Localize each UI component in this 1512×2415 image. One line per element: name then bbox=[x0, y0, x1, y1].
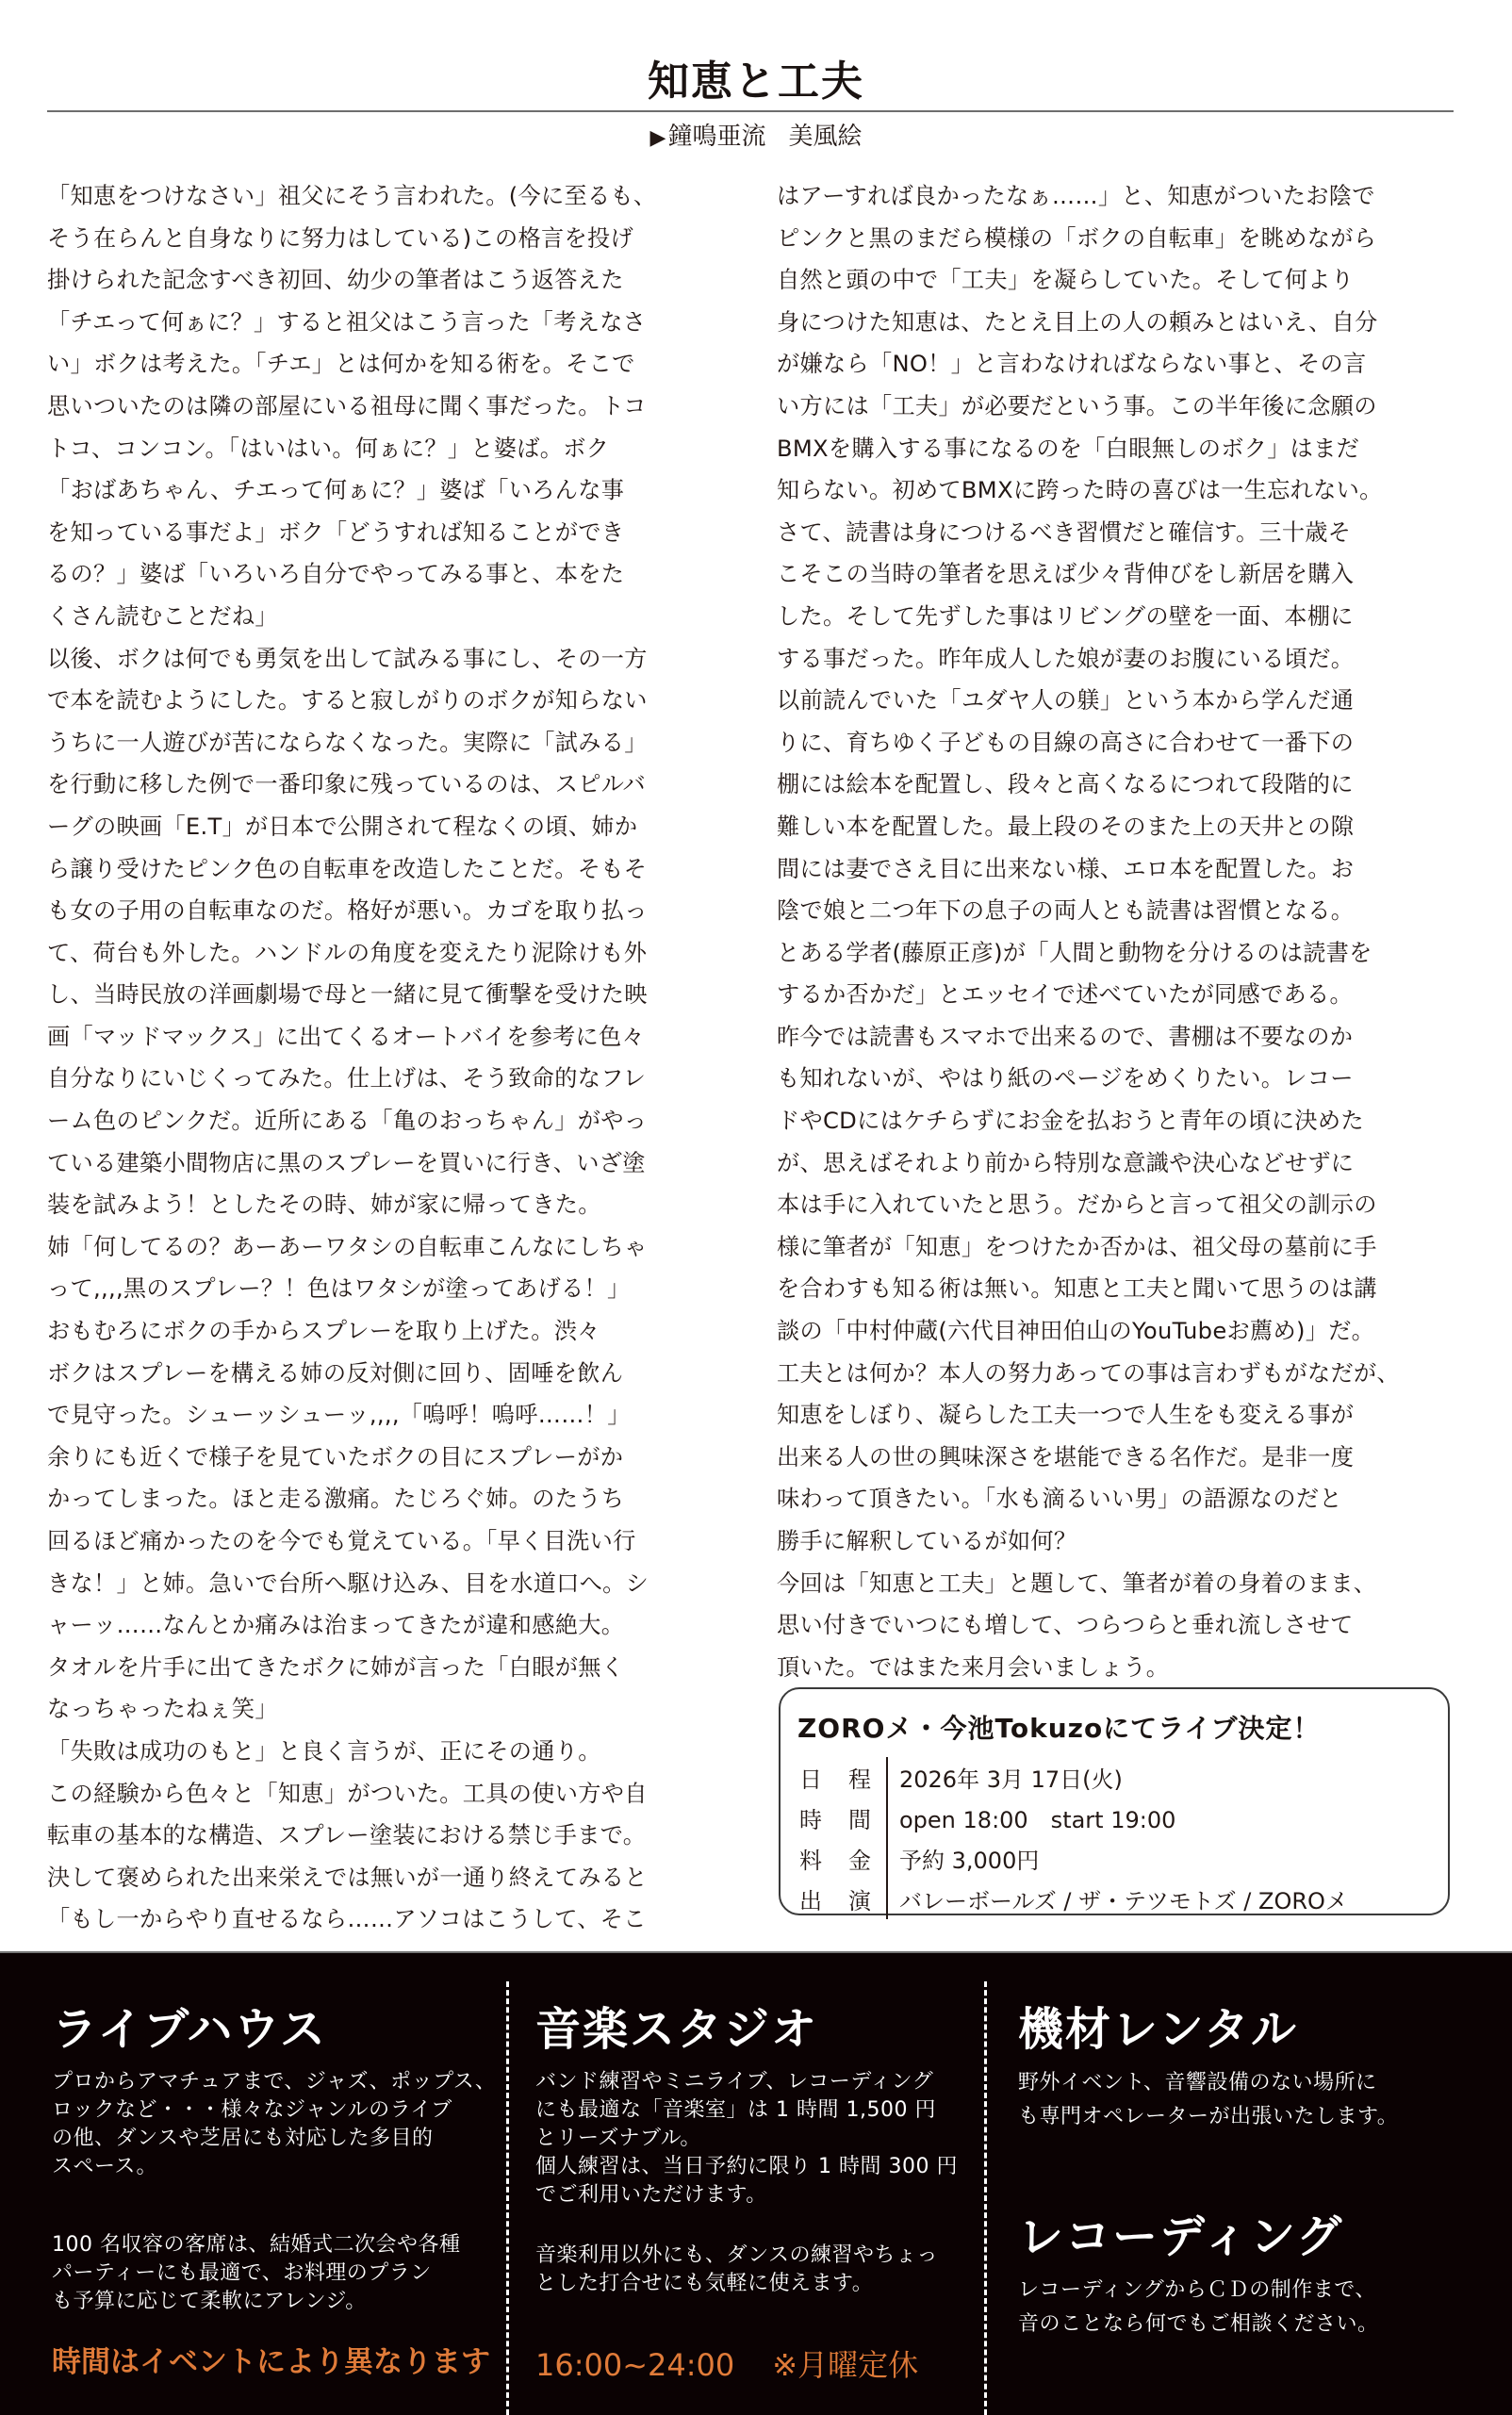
live-separator bbox=[886, 1879, 888, 1919]
article-text-line: し、当時民放の洋画劇場で母と一緒に見て衝撃を受けた映 bbox=[47, 981, 648, 1009]
article-text-line: 決して褒められた出来栄えでは無いが一通り終えてみると bbox=[47, 1864, 648, 1891]
live-house-section bbox=[52, 1953, 495, 2415]
article-text-line: 以後、ボクは何でも勇気を出して試みる事にし、その一方 bbox=[47, 645, 648, 672]
live-announcement-title: ZOROメ・今池Tokuzoにてライブ決定！ bbox=[797, 1713, 1321, 1744]
article-text-line: はアーすれば良かったなぁ……」と、知恵がついたお陰で bbox=[777, 183, 1375, 209]
article-text-line: 出来る人の世の興味深さを堪能できる名作だ。是非一度 bbox=[777, 1443, 1355, 1470]
article-text-line: を知っている事だよ」ボク「どうすれば知ることができ bbox=[47, 518, 625, 546]
article-text-line: 談の「中村仲蔵(六代目神田伯山のYouTubeお薦め)」だ。 bbox=[777, 1318, 1375, 1345]
title-divider bbox=[47, 110, 1454, 112]
live-label: 時 間 bbox=[799, 1807, 871, 1833]
article-text-line: とある学者(藤原正彦)が「人間と動物を分けるのは読書を bbox=[777, 939, 1372, 966]
article-text-line: うちに一人遊びが苦にならなくなった。実際に「試みる」 bbox=[47, 729, 648, 756]
article-text-line: 姉「何してるの？あーあーワタシの自転車こんなにしちゃ bbox=[47, 1233, 648, 1260]
article-text-line: が嫌なら「NO！」と言わなければならない事と、その言 bbox=[777, 351, 1367, 378]
article-text-line: 陰で娘と二つ年下の息子の両人とも読書は習慣となる。 bbox=[777, 897, 1355, 925]
rental-heading: 機材レンタル bbox=[1018, 2003, 1298, 2056]
live-house-heading: ライブハウス bbox=[52, 2003, 327, 2056]
article-text-line: を行動に移した例で一番印象に残っているのは、スピルバ bbox=[47, 771, 646, 798]
article-text-line: 以前読んでいた「ユダヤ人の躾」という本から学んだ通 bbox=[777, 687, 1355, 715]
live-announcement-box bbox=[779, 1687, 1450, 1915]
live-details bbox=[799, 1757, 1348, 1919]
live-label: 出 演 bbox=[799, 1888, 871, 1914]
article-text-line: て、荷台も外した。ハンドルの角度を変えたり泥除けも外 bbox=[47, 939, 648, 966]
article-text-line: おもむろにボクの手からスプレーを取り上げた。渋々 bbox=[47, 1318, 600, 1345]
article-text-line: 身につけた知恵は、たとえ目上の人の頼みとはいえ、自分 bbox=[777, 308, 1378, 336]
live-separator bbox=[886, 1757, 888, 1798]
rental-description: 野外イベント、音響設備のない場所に も専門オペレーターが出張いたします。 bbox=[1018, 2071, 1399, 2128]
article-text-line: るの？」婆ば「いろいろ自分でやってみる事と、本をた bbox=[47, 561, 625, 588]
article-text-line: BMXを購入する事になるのを「白眼無しのボク」はまだ bbox=[777, 435, 1360, 462]
article-text-line: ピンクと黒のまだら模様の「ボクの自転車」を眺めながら bbox=[777, 224, 1377, 252]
article-text-line: 頂いた。ではまた来月会いましょう。 bbox=[777, 1653, 1170, 1681]
article-text-line: した。そして先ずした事はリビングの壁を一面、本棚に bbox=[777, 602, 1354, 630]
live-house-capacity: 100 名収容の客席は、結婚式二次会や各種 パーティーにも最適で、お料理のプラン も予算に応じて柔軟にアレンジ。 bbox=[52, 2233, 461, 2313]
article-text-line: 昨今では読書もスマホで出来るので、書棚は不要なのか bbox=[777, 1023, 1354, 1050]
article-title: 知恵と工夫 bbox=[648, 58, 864, 106]
live-separator bbox=[886, 1838, 888, 1879]
dashed-divider bbox=[506, 1981, 509, 2415]
studio-other-use: 音楽利用以外にも、ダンスの練習やちょっ とした打合せにも気軽に使えます。 bbox=[535, 2243, 939, 2295]
article-text-line: 「失敗は成功のもと」と良く言うが、正にその通り。 bbox=[47, 1737, 601, 1765]
article-text-line: 知恵をしぼり、凝らした工夫一つで人生をも変える事が bbox=[777, 1402, 1355, 1429]
article-text-line: って,,,,黒のスプレー？！色はワタシが塗ってあげる！」 bbox=[47, 1275, 631, 1303]
article-text-line: 装を試みよう！としたその時、姉が家に帰ってきた。 bbox=[47, 1191, 601, 1219]
studio-description: バンド練習やミニライブ、レコーディング にも最適な「音楽室」は 1 時間 1,500 円 とリーズナブル。 個人練習は、当日予約に限り 1 時間 300 円 でご利用いただけます。 bbox=[535, 2070, 958, 2207]
article-text-line: するか否かだ」とエッセイで述べていたが同感である。 bbox=[777, 981, 1353, 1009]
article-text-line: ら譲り受けたピンク色の自転車を改造したことだ。そもそ bbox=[47, 855, 648, 882]
live-value: 予約 3,000円 bbox=[899, 1848, 1040, 1874]
live-value: バレーボールズ / ザ・テツモトズ / ZOROメ bbox=[899, 1888, 1348, 1914]
article-text-line: 余りにも近くで様子を見ていたボクの目にスプレーがか bbox=[47, 1443, 624, 1470]
venue-footer bbox=[0, 1951, 1512, 2415]
article-text-line: 思いついたのは隣の部屋にいる祖母に聞く事だった。トコ bbox=[47, 392, 647, 419]
article-text-line: タオルを片手に出てきたボクに姉が言った「白眼が無く bbox=[47, 1653, 625, 1681]
studio-hours: 16:00~24:00 ※月曜定休 bbox=[535, 2347, 919, 2383]
article-text-line: 知らない。初めてBMXに跨った時の喜びは一生忘れない。 bbox=[777, 477, 1383, 504]
article-text-line: も女の子用の自転車なのだ。格好が悪い。カゴを取り払っ bbox=[47, 897, 648, 925]
article-text-line: 間には妻でさえ目に出来ない様、エロ本を配置した。お bbox=[777, 855, 1355, 882]
article-text-line: なっちゃったねぇ笑」 bbox=[47, 1696, 278, 1723]
live-value: 2026年 3月 17日(火) bbox=[899, 1766, 1123, 1793]
article-text-line: さて、読書は身につけるべき習慣だと確信す。三十歳そ bbox=[777, 518, 1352, 546]
article-text-line: 「チエって何ぁに？」すると祖父はこう言った「考えなさ bbox=[47, 308, 647, 336]
live-house-description: プロからアマチュアまで、ジャズ、ポップス、 ロックなど・・・様々なジャンルのライブ の他、ダンスや芝居にも対応した多目的 スペース。 bbox=[52, 2070, 497, 2178]
recording-description: レコーディングからＣＤの制作まで、 音のことなら何でもご相談ください。 bbox=[1018, 2278, 1379, 2336]
article-text-line: ャーッ……なんとか痛みは治まってきたが違和感絶大。 bbox=[47, 1612, 625, 1639]
article-text-line: トコ、コンコン。「はいはい。何ぁに？」と婆ば。ボク bbox=[47, 435, 610, 462]
article-text-line: 自分なりにいじくってみた。仕上げは、そう致命的なフレ bbox=[47, 1065, 647, 1092]
article-text-line: 棚には絵本を配置し、段々と高くなるにつれて段階的に bbox=[777, 771, 1354, 798]
article-text-line: を合わすも知る術は無い。知恵と工夫と聞いて思うのは講 bbox=[777, 1275, 1377, 1303]
article-text-line: 回るほど痛かったのを今でも覚えている。「早く目洗い行 bbox=[47, 1528, 636, 1554]
recording-heading: レコーディング bbox=[1018, 2210, 1344, 2263]
live-house-hours-note: 時間はイベントにより異なります bbox=[52, 2345, 490, 2379]
live-label: 日 程 bbox=[799, 1766, 871, 1793]
article-text-line: くさん読むことだね」 bbox=[47, 602, 278, 630]
article-text-line: りに、育ちゆく子どもの目線の高さに合わせて一番下の bbox=[777, 729, 1355, 756]
article-text-line: い方には「工夫」が必要だという事。この半年後に念願の bbox=[777, 392, 1377, 419]
article-text-line: が、思えばそれより前から特別な意識や決心などせずに bbox=[777, 1149, 1355, 1176]
article-text-line: そう在らんと自身なりに努力はしている)この格言を投げ bbox=[47, 224, 633, 252]
article-text-line: も知れないが、やはり紙のページをめくりたい。レコー bbox=[777, 1065, 1354, 1092]
article-text-line: ている建築小間物店に黒のスプレーを買いに行き、いざ塗 bbox=[47, 1149, 646, 1176]
article-text-line: 今回は「知恵と工夫」と題して、筆者が着の身着のまま、 bbox=[777, 1569, 1377, 1597]
article-text-line: 「知恵をつけなさい」祖父にそう言われた。(今に至るも、 bbox=[47, 183, 657, 209]
article-text-line: 様に筆者が「知恵」をつけたか否かは、祖父母の墓前に手 bbox=[777, 1233, 1377, 1260]
live-row-time bbox=[799, 1798, 1348, 1838]
article-text-line: い」ボクは考えた。「チエ」とは何かを知る術を。そこで bbox=[47, 351, 635, 378]
studio-section bbox=[535, 1953, 978, 2415]
article-text-line: ーム色のピンクだ。近所にある「亀のおっちゃん」がやっ bbox=[47, 1108, 648, 1135]
byline bbox=[0, 117, 1512, 152]
article-text-line: ーグの映画「E.T」が日本で公開されて程なくの頃、姉か bbox=[47, 813, 638, 840]
studio-closed-day: ※月曜定休 bbox=[772, 2347, 919, 2383]
article-text-line: 難しい本を配置した。最上段のそのまた上の天井との隙 bbox=[777, 813, 1355, 840]
live-separator bbox=[886, 1798, 888, 1838]
article-text-line: ドやCDにはケチらずにお金を払おうと青年の頃に決めた bbox=[777, 1108, 1364, 1135]
article-text-line: こそこの当時の筆者を思えば少々背伸びをし新居を購入 bbox=[777, 561, 1355, 588]
article-text-line: する事だった。昨年成人した娘が妻のお腹にいる頃だ。 bbox=[777, 645, 1355, 672]
article-text-line: 思い付きでいつにも増して、つらつらと垂れ流しさせて bbox=[777, 1612, 1354, 1639]
article-text-line: 「おばあちゃん、チエって何ぁに？」婆ば「いろんな事 bbox=[47, 477, 625, 504]
article-text-line: 工夫とは何か？本人の努力あっての事は言わずもがなだが、 bbox=[777, 1359, 1400, 1387]
author-name: 美風絵 bbox=[788, 123, 863, 151]
article-text-line: 転車の基本的な構造、スプレー塗装における禁じ手まで。 bbox=[47, 1822, 647, 1849]
live-row-performers bbox=[799, 1879, 1348, 1919]
article-text-line: 勝手に解釈しているが如何？ bbox=[777, 1528, 1077, 1554]
article-text-line: 「もし一からやり直せるなら……アソコはこうして、そこ bbox=[47, 1906, 647, 1933]
live-label: 料 金 bbox=[799, 1848, 871, 1874]
article-text-line: 本は手に入れていたと思う。だからと言って祖父の訓示の bbox=[777, 1191, 1377, 1219]
article-text-line: かってしまった。ほと走る激痛。たじろぐ姉。のたうち bbox=[47, 1486, 625, 1513]
triangle-marker-icon: ▶ bbox=[649, 126, 666, 150]
studio-heading: 音楽スタジオ bbox=[535, 2003, 819, 2056]
article-text-line: で見守った。シューッシューッ,,,,「嗚呼！嗚呼……！」 bbox=[47, 1402, 631, 1429]
article-text-line: この経験から色々と「知恵」がついた。工具の使い方や自 bbox=[47, 1780, 648, 1807]
rental-section bbox=[1018, 1953, 1480, 2415]
article-text-line: 味わって頂きたい。「水も滴るいい男」の語源なのだと bbox=[777, 1486, 1342, 1513]
article-text-line: 画「マッドマックス」に出てくるオートバイを参考に色々 bbox=[47, 1023, 646, 1050]
article-text-line: 自然と頭の中で「工夫」を凝らしていた。そして何より bbox=[777, 267, 1355, 294]
article-text-line: きな！」と姉。急いで台所へ駆け込み、目を水道口へ。シ bbox=[47, 1569, 649, 1597]
author-pen-name: 鐘鳴亜流 bbox=[667, 123, 766, 151]
article-text-line: ボクはスプレーを構える姉の反対側に回り、固唾を飲ん bbox=[47, 1359, 624, 1387]
article-text-line: で本を読むようにした。すると寂しがりのボクが知らない bbox=[47, 687, 648, 715]
article-text-line: 掛けられた記念すべき初回、幼少の筆者はこう返答えた bbox=[47, 267, 624, 294]
dashed-divider bbox=[984, 1981, 987, 2415]
article-column-right bbox=[777, 175, 1459, 1688]
live-value: open 18:00 start 19:00 bbox=[899, 1807, 1176, 1833]
article-column-left bbox=[47, 175, 730, 1941]
live-row-price bbox=[799, 1838, 1348, 1879]
live-row-date bbox=[799, 1757, 1348, 1798]
